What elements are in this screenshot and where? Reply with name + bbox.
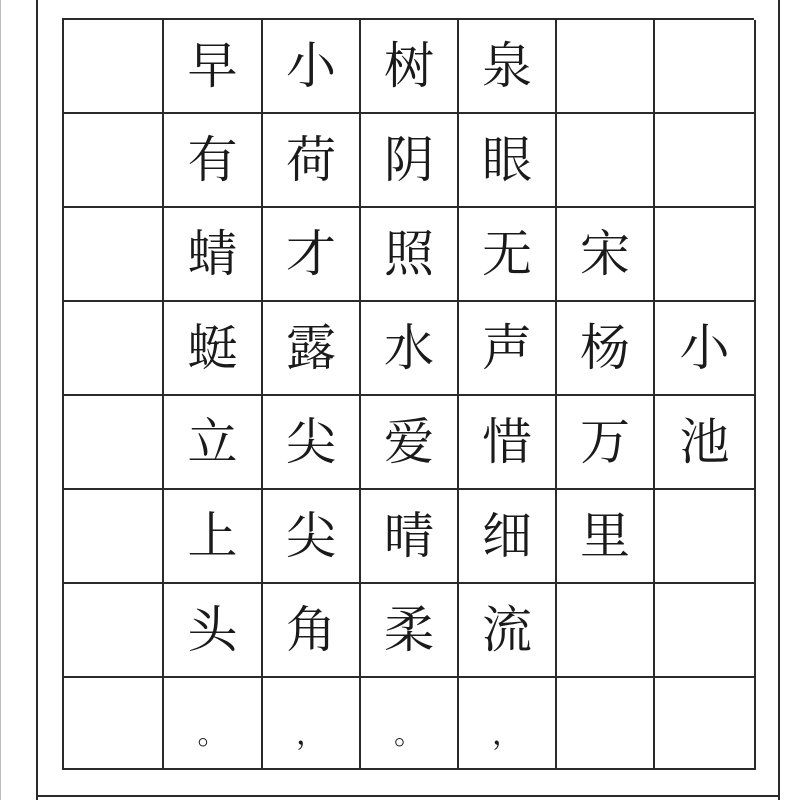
grid-cell: 池 <box>655 396 756 490</box>
character-grid <box>62 18 754 770</box>
grid-cell: 水 <box>361 302 459 396</box>
grid-cell <box>655 114 756 208</box>
grid-cell <box>64 490 164 584</box>
grid-cell: 晴 <box>361 490 459 584</box>
grid-cell: 爱 <box>361 396 459 490</box>
grid-cell: 尖 <box>263 490 361 584</box>
grid-cell <box>655 678 756 770</box>
grid-cell: 蜻 <box>164 208 263 302</box>
grid-cell <box>64 584 164 678</box>
grid-cell: 。 <box>164 678 263 770</box>
grid-cell: 有 <box>164 114 263 208</box>
grid-cell: 立 <box>164 396 263 490</box>
grid-cell: 蜓 <box>164 302 263 396</box>
grid-cell: 眼 <box>459 114 557 208</box>
grid-cell <box>64 678 164 770</box>
grid-cell <box>64 114 164 208</box>
grid-cell: 杨 <box>557 302 655 396</box>
frame-left-line <box>36 0 38 800</box>
grid-cell <box>557 114 655 208</box>
grid-cell: 尖 <box>263 396 361 490</box>
grid-cell: 声 <box>459 302 557 396</box>
grid-cell: 早 <box>164 20 263 114</box>
grid-cell: 万 <box>557 396 655 490</box>
grid-cell: 上 <box>164 490 263 584</box>
grid-cell <box>64 20 164 114</box>
grid-cell: 角 <box>263 584 361 678</box>
grid-cell: 露 <box>263 302 361 396</box>
grid-cell <box>655 584 756 678</box>
grid-cell <box>557 678 655 770</box>
grid-cell: ， <box>263 678 361 770</box>
grid-cell: 才 <box>263 208 361 302</box>
grid-cell <box>655 208 756 302</box>
grid-cell <box>557 584 655 678</box>
grid-cell: 细 <box>459 490 557 584</box>
frame-right-line <box>778 0 780 800</box>
left-margin-line <box>0 0 1 800</box>
grid-cell <box>64 302 164 396</box>
grid-cell <box>557 20 655 114</box>
grid-cell: 里 <box>557 490 655 584</box>
grid-cell: 无 <box>459 208 557 302</box>
grid-cell: 惜 <box>459 396 557 490</box>
grid-cell: 头 <box>164 584 263 678</box>
grid-cell <box>64 396 164 490</box>
grid-cell: 泉 <box>459 20 557 114</box>
grid-cell: 流 <box>459 584 557 678</box>
grid-cell: 阴 <box>361 114 459 208</box>
grid-cell: ， <box>459 678 557 770</box>
frame-bottom-line <box>36 795 780 797</box>
grid-cell: 柔 <box>361 584 459 678</box>
grid-cell: 小 <box>263 20 361 114</box>
grid-cell: 荷 <box>263 114 361 208</box>
grid-cell: 宋 <box>557 208 655 302</box>
grid-cell: 树 <box>361 20 459 114</box>
grid-cell: 照 <box>361 208 459 302</box>
grid-cell <box>655 490 756 584</box>
grid-cell: 。 <box>361 678 459 770</box>
grid-cell: 小 <box>655 302 756 396</box>
grid-cell <box>64 208 164 302</box>
grid-cell <box>655 20 756 114</box>
